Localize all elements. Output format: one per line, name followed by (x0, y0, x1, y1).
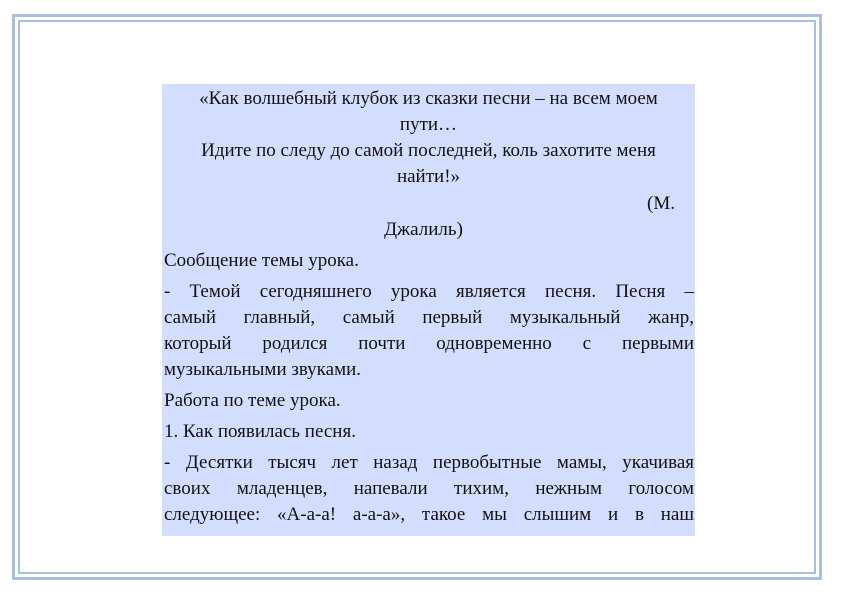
paragraph-line: который родился почти одновременно с первыми (164, 333, 694, 354)
paragraph-line: музыкальными звуками. (164, 359, 362, 380)
epigraph-line: пути… (399, 114, 458, 135)
epigraph (162, 84, 695, 190)
epigraph-line: найти!» (396, 166, 461, 187)
topic-paragraph (162, 279, 695, 383)
paragraph-line: самый главный, самый первый музыкальный жанр, (164, 307, 694, 328)
epigraph-line: Идите по следу до самой последней, коль захотите меня (201, 140, 656, 161)
history-paragraph (162, 450, 695, 528)
paragraph-line: - Темой сегодняшнего урока является песня. Песня – (164, 281, 694, 302)
section-heading: 1. Как появилась песня. (164, 421, 356, 442)
paragraph-line: своих младенцев, напевали тихим, нежным голосом (164, 478, 694, 499)
epigraph-attribution-initial: (М. (647, 193, 675, 214)
lesson-text-block (162, 84, 695, 536)
paragraph-line: следующее: «А-а-а! а-а-а», такое мы слышим и в наш (164, 504, 694, 525)
paragraph-line: - Десятки тысяч лет назад первобытные мамы, укачивая (164, 452, 694, 473)
work-heading: Работа по теме урока. (164, 390, 341, 411)
epigraph-line: «Как волшебный клубок из сказки песни – на всем моем (199, 88, 658, 109)
epigraph-attribution-name: Джалиль) (384, 219, 463, 240)
topic-announcement: Сообщение темы урока. (164, 250, 359, 271)
